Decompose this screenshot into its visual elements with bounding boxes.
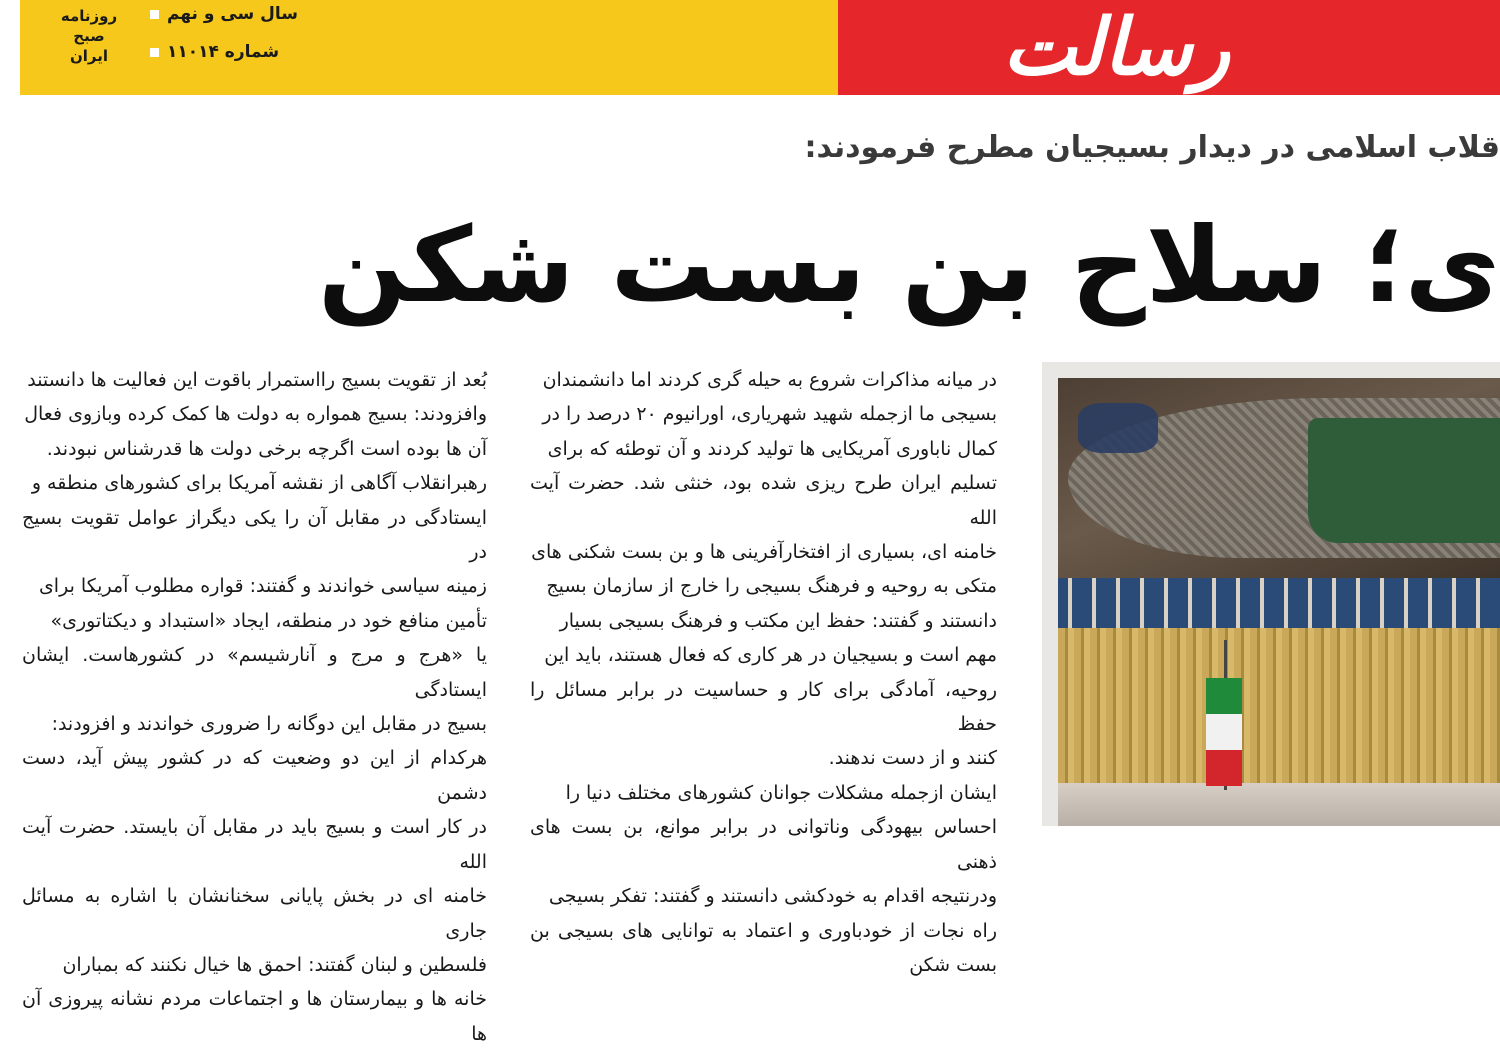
issue-label: [150, 42, 279, 62]
year-label: [150, 4, 298, 24]
news-photo: [1058, 378, 1500, 826]
text-line: وافزودند: بسیج همواره به دولت ها کمک کرده وبازوی فعال: [24, 403, 487, 426]
text-line: تسلیم ایران طرح ریزی شده بود، خنثی شد. حضرت آیت الله: [530, 472, 997, 529]
text-line: خامنه ای در بخش پایانی سخنانشان با اشاره به مسائل جاری: [22, 885, 487, 942]
text-line: در کار است و بسیج باید در مقابل آن بایستد. حضرت آیت الله: [22, 816, 487, 873]
article-column-middle: [530, 363, 997, 976]
text-line: هرکدام از این دو وضعیت که در کشور پیش آید، دست دشمن: [22, 747, 487, 804]
brand-block: [50, 6, 128, 66]
text-line: زمینه سیاسی خواندند و گفتند: قواره مطلوب آمریکا برای: [38, 575, 487, 598]
text-line: متکی به روحیه و فرهنگ بسیجی را خارج از سازمان بسیج: [546, 575, 997, 598]
text-line: یا «هرج و مرج و آنارشیسم» در کشورهاست. ایشان ایستادگی: [22, 644, 487, 701]
photo-calligraphy-panel: [1308, 418, 1500, 543]
year-text: سال سی و نهم: [167, 4, 299, 24]
text-line: رهبرانقلاب آگاهی از نقشه آمریکا برای کشورهای منطقه و: [31, 472, 487, 495]
newspaper-logo: رسالت: [1002, 2, 1230, 93]
text-line: راه نجات از خودباوری و اعتماد به توانایی های بسیجی بن بست شکن: [530, 919, 997, 976]
iran-flag-icon: [1206, 678, 1242, 786]
text-line: ایستادگی در مقابل آن را یکی دیگراز عوامل تقویت بسیج در: [22, 506, 487, 564]
main-headline: ی؛ سلاح بن بست شکن: [318, 204, 1500, 326]
text-line: دانستند و گفتند: حفظ این مکتب و فرهنگ بسیجی بسیار: [559, 609, 997, 632]
text-line: فلسطین و لبنان گفتند: احمق ها خیال نکنند که بمباران: [62, 953, 487, 976]
text-line: خامنه ای، بسیاری از افتخارآفرینی ها و بن بست شکنی های: [531, 541, 997, 564]
bullet-square-icon: [150, 48, 159, 57]
text-line: احساس بیهودگی وناتوانی در برابر موانع، بن بست های ذهنی: [530, 816, 997, 873]
text-line: بسیجی ما ازجمله شهید شهریاری، اورانیوم ۲۰ درصد را در: [542, 403, 997, 426]
text-line: آن ها بوده است اگرچه برخی دولت ها قدرشناس نبودند.: [46, 437, 487, 460]
headline-kicker: قلاب اسلامی در دیدار بسیجیان مطرح فرمودند:: [804, 130, 1500, 165]
brand-line: ایران: [69, 47, 109, 65]
text-line: ودرنتیجه اقدام به خودکشی دانستند و گفتند: تفکر بسیجی: [548, 885, 997, 908]
text-line: کنند و از دست ندهند.: [828, 747, 997, 770]
text-line: بسیج در مقابل این دوگانه را ضروری خواندند و افزودند:: [51, 713, 487, 736]
text-line: ایشان ازجمله مشکلات جوانان کشورهای مختلف دنیا را: [565, 781, 997, 804]
text-line: در میانه مذاکرات شروع به حیله گری کردند اما دانشمندان: [542, 369, 997, 391]
brand-line: روزنامه: [60, 7, 118, 25]
article-column-left: [22, 363, 487, 1045]
issue-text: شماره ۱۱۰۱۴: [167, 42, 280, 62]
text-line: کمال ناباوری آمریکایی ها تولید کردند و آن توطئه که برای: [547, 437, 997, 460]
text-line: روحیه، آمادگی برای کار و حساسیت در برابر مسائل را حفظ: [530, 678, 997, 736]
brand-line: صبح: [73, 27, 105, 45]
photo-audience: [1058, 783, 1500, 826]
text-line: تأمین منافع خود در منطقه، ایجاد «استبداد و دیکتاتوری»: [50, 609, 487, 632]
bullet-square-icon: [150, 10, 159, 19]
text-line: مهم است و بسیجیان در هر کاری که فعال هستند، باید این: [544, 644, 997, 667]
text-line: بُعد از تقویت بسیج رااستمرار باقوت این فعالیت ها دانستند: [27, 369, 487, 391]
masthead-yellow-band: [20, 0, 838, 95]
text-line: خانه ها و بیمارستان ها و اجتماعات مردم نشانه پیروزی آن ها: [22, 988, 487, 1045]
photo-ornament-tile: [1078, 403, 1158, 453]
photo-tile-band: [1058, 578, 1500, 628]
